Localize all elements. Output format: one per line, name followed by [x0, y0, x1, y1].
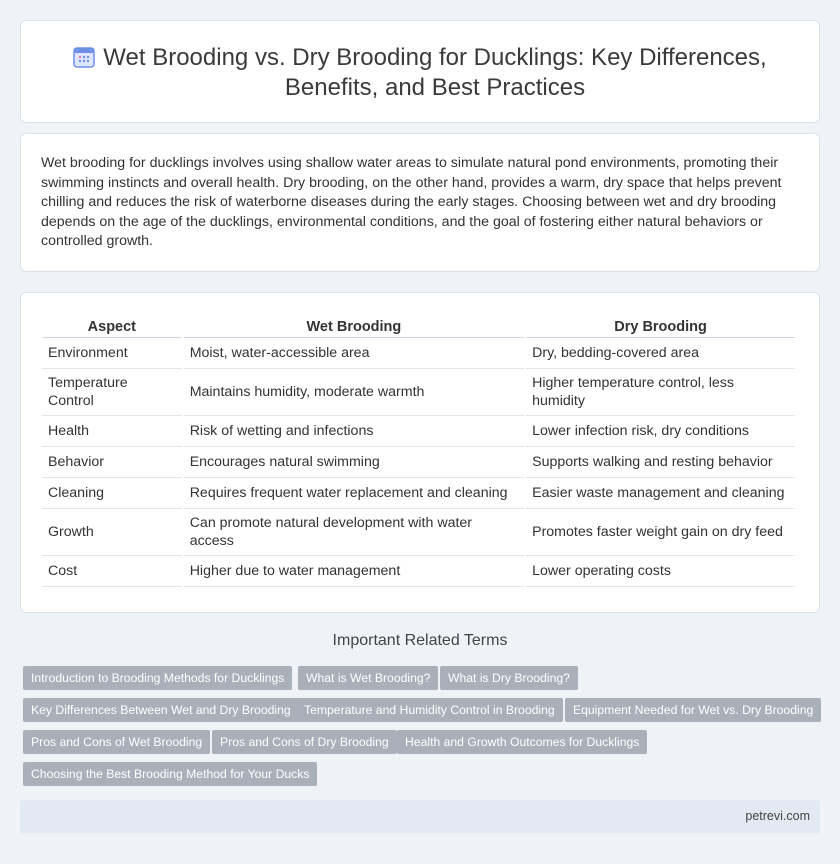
cell-aspect: Cleaning: [42, 478, 182, 509]
table-row: [42, 478, 795, 509]
cell-wet: Higher due to water management: [184, 556, 524, 587]
table-row: [42, 338, 795, 369]
table-row: [42, 556, 795, 587]
table-row: [42, 447, 795, 478]
cell-wet: Risk of wetting and infections: [184, 416, 524, 447]
related-term-tag[interactable]: Pros and Cons of Dry Brooding: [212, 730, 397, 754]
cell-wet: Can promote natural development with water access: [184, 509, 524, 556]
related-term-tag[interactable]: Key Differences Between Wet and Dry Brooding: [23, 698, 299, 722]
comparison-table: [40, 313, 797, 587]
cell-dry: Higher temperature control, less humidity: [526, 369, 795, 416]
cell-wet: Maintains humidity, moderate warmth: [184, 369, 524, 416]
footer-site-link[interactable]: petrevi.com: [745, 809, 810, 823]
header-aspect: Aspect: [42, 313, 182, 338]
comparison-table-card: [20, 292, 820, 613]
cell-aspect: Cost: [42, 556, 182, 587]
table-row: [42, 509, 795, 556]
cell-wet: Requires frequent water replacement and cleaning: [184, 478, 524, 509]
page-title: Wet Brooding vs. Dry Brooding for Ducklings: Key Differences, Benefits, and Best Practices: [103, 44, 767, 101]
related-term-tag[interactable]: Introduction to Brooding Methods for Ducklings: [23, 666, 292, 690]
related-terms-title: Important Related Terms: [332, 632, 508, 649]
intro-card: [20, 133, 820, 272]
cell-dry: Promotes faster weight gain on dry feed: [526, 509, 795, 556]
related-term-tag[interactable]: Temperature and Humidity Control in Brooding: [296, 698, 563, 722]
related-term-tag[interactable]: What is Dry Brooding?: [440, 666, 578, 690]
related-term-tag[interactable]: Pros and Cons of Wet Brooding: [23, 730, 210, 754]
cell-aspect: Environment: [42, 338, 182, 369]
cell-aspect: Growth: [42, 509, 182, 556]
cell-dry: Dry, bedding-covered area: [526, 338, 795, 369]
cell-dry: Easier waste management and cleaning: [526, 478, 795, 509]
cell-wet: Encourages natural swimming: [184, 447, 524, 478]
table-row: [42, 369, 795, 416]
intro-paragraph: Wet brooding for ducklings involves using shallow water areas to simulate natural pond environments, promoting their swimming instincts and overall health. Dry brooding, on the other hand, provides a warm, dry space that helps prevent chilling and reduces the risk of waterborne diseases during the early stages. Choosing between wet and dry brooding depends on the age of the ducklings, environmental conditions, and the goal of fostering either natural behaviors or controlled growth.: [41, 155, 782, 249]
table-row: [42, 416, 795, 447]
footer: [20, 800, 820, 833]
cell-aspect: Health: [42, 416, 182, 447]
title-card: [20, 20, 820, 123]
related-term-tag[interactable]: Choosing the Best Brooding Method for Your Ducks: [23, 762, 317, 786]
cell-dry: Lower infection risk, dry conditions: [526, 416, 795, 447]
cell-dry: Lower operating costs: [526, 556, 795, 587]
cell-dry: Supports walking and resting behavior: [526, 447, 795, 478]
header-dry-brooding: Dry Brooding: [526, 313, 795, 338]
related-term-tag[interactable]: What is Wet Brooding?: [298, 666, 438, 690]
cell-aspect: Temperature Control: [42, 369, 182, 416]
cell-aspect: Behavior: [42, 447, 182, 478]
related-term-tag[interactable]: Health and Growth Outcomes for Ducklings: [397, 730, 647, 754]
table-header-row: [42, 313, 795, 338]
header-wet-brooding: Wet Brooding: [184, 313, 524, 338]
related-term-tag[interactable]: Equipment Needed for Wet vs. Dry Brooding: [565, 698, 821, 722]
cell-wet: Moist, water-accessible area: [184, 338, 524, 369]
